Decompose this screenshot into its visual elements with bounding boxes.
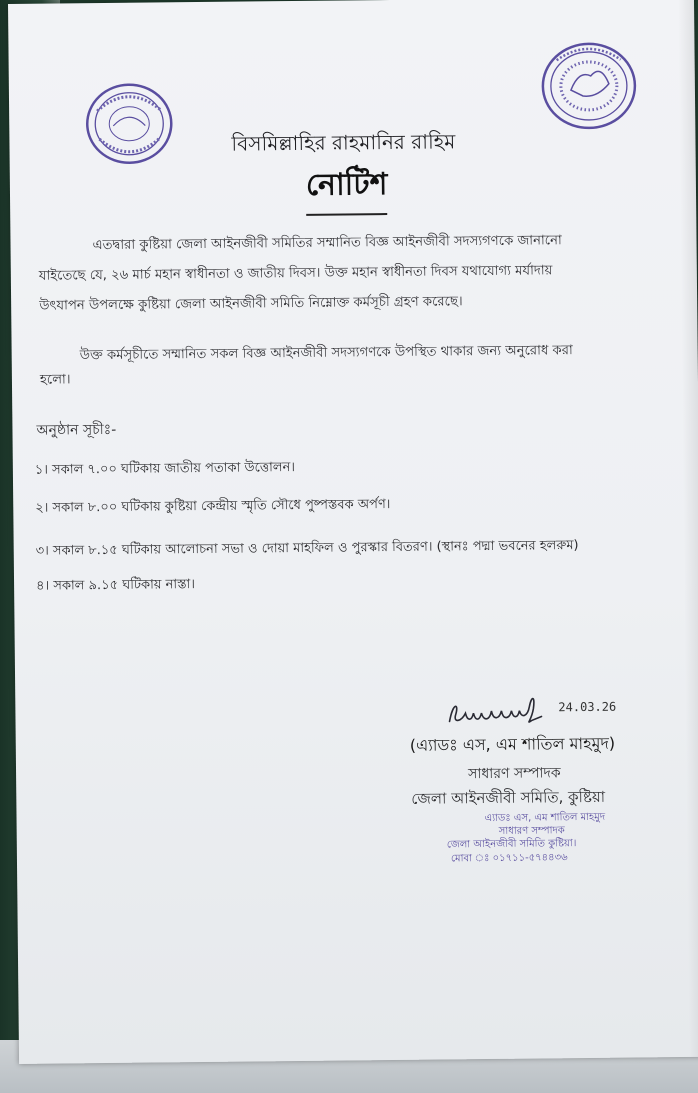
stamp-line: এ্যাডঃ এস, এম শাতিল মাহমুদ: [484, 811, 606, 825]
handwritten-signature: [445, 690, 563, 731]
agenda-heading: অনুষ্ঠান সূচীঃ-: [36, 421, 117, 439]
agenda-item: ২। সকাল ৮.০০ ঘটিকায় কুষ্টিয়া কেন্দ্রীয় স্মৃতি সৌধে পুষ্পস্তবক অর্পণ।: [35, 497, 391, 516]
stamp-line: জেলা আইনজীবী সমিতি কুষ্টিয়া।: [446, 838, 577, 851]
signature-date: 24.03.26: [558, 699, 617, 715]
agenda-item: ১। সকাল ৭.০০ ঘটিকায় জাতীয় পতাকা উত্তোলন।: [34, 460, 296, 478]
notice-paper: [8, 0, 698, 1064]
paragraph-2-line: হলো।: [39, 372, 71, 388]
paragraph-2: [40, 339, 681, 406]
paragraph-2-line: উক্ত কর্মসূচীতে সম্মানিত সকল বিজ্ঞ আইনজীবী সদস্যগণকে উপস্থিত থাকার জন্য অনুরোধ করা: [79, 343, 573, 364]
signatory-role: সাধারণ সম্পাদক: [468, 765, 561, 783]
bismillah-heading: বিসমিল্লাহির রাহমানির রাহিম: [231, 129, 456, 156]
agenda-item: ৪। সকাল ৯.১৫ ঘটিকায় নাস্তা।: [36, 577, 196, 594]
paragraph-1-line: উৎযাপন উপলক্ষে কুষ্টিয়া জেলা আইনজীবী সমিতি নিম্নোক্ত কর্মসূচী গ্রহণ করেছে।: [39, 294, 463, 314]
signatory-organization: জেলা আইনজীবী সমিতি, কুষ্টিয়া: [411, 787, 606, 808]
paragraph-1-line: এতদ্বারা কুষ্টিয়া জেলা আইনজীবী সমিতির সম্মানিত বিজ্ঞ আইনজীবী সদস্যগণকে জানানো: [92, 233, 562, 254]
stamp-line: সাধারণ সম্পাদক: [498, 825, 565, 837]
right-seal-icon: [538, 39, 639, 132]
agenda-item: ৩। সকাল ৮.১৫ ঘটিকায় আলোচনা সভা ও দোয়া মাহফিল ও পুরস্কার বিতরণ। (স্থানঃ পদ্মা ভবনের হলরুম): [35, 538, 579, 559]
stamp-line: মোবা ঃ ০১৭১১-৫৭৪৪৩৬: [450, 852, 568, 865]
paper-edge-shadow: [678, 0, 698, 1057]
left-seal-icon: [83, 80, 176, 167]
paragraph-1-line: যাইতেছে যে, ২৬ মার্চ মহান স্বাধীনতা ও জাতীয় দিবস। উক্ত মহান স্বাধীনতা দিবস যথাযোগ্য মর্যাদায়: [38, 263, 553, 284]
paragraph-1: [38, 229, 679, 326]
notice-title: নোটিশ: [306, 160, 388, 216]
signatory-name: (এ্যাডঃ এস, এম শাতিল মাহমুদ): [409, 733, 616, 755]
